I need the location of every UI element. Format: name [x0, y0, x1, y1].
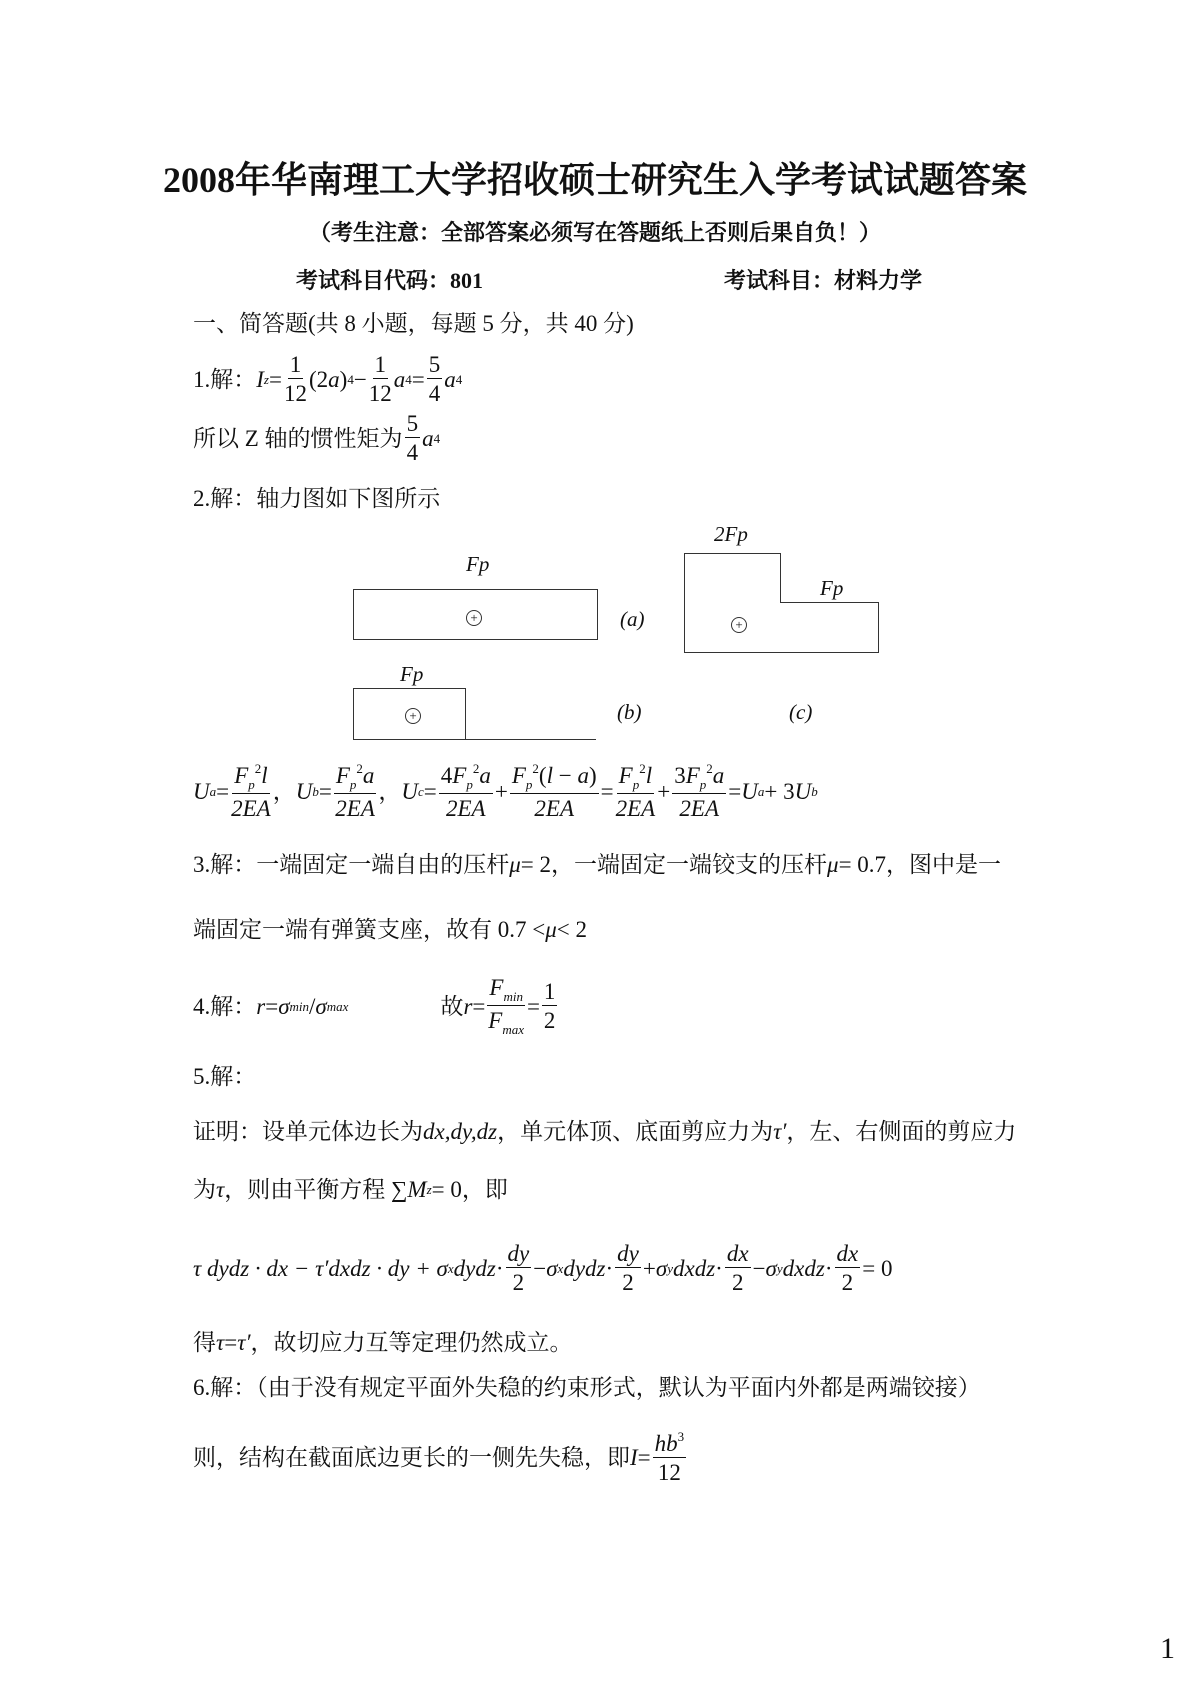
numerator: [510, 762, 599, 794]
text: (: [538, 763, 547, 788]
force-label-c-low: Fp: [820, 576, 844, 600]
subscript: max: [502, 1022, 525, 1037]
text: 1.解：: [193, 366, 257, 392]
fraction: [427, 353, 443, 405]
text: −: [752, 1255, 766, 1281]
math-symbol: hb: [654, 1431, 678, 1456]
fraction: [510, 762, 599, 820]
denominator: [616, 794, 656, 820]
fraction: [284, 353, 307, 405]
text: 4: [440, 763, 453, 788]
math-symbol: 2EA: [534, 796, 575, 821]
subscript: c: [418, 783, 424, 799]
math-symbol: dy: [507, 1241, 530, 1266]
diagram-c-edge: [684, 652, 879, 653]
text: ，: [378, 778, 402, 804]
math-symbol: a: [328, 366, 340, 392]
subscript: a: [209, 783, 217, 799]
subscript: min: [503, 989, 523, 1004]
text: =: [265, 993, 279, 1019]
label-a: (a): [620, 607, 645, 631]
math-symbol: σ: [315, 993, 327, 1019]
answer-1: [193, 353, 462, 405]
subscript: z: [426, 1182, 432, 1197]
numerator: [617, 762, 654, 794]
math-symbol: 2EA: [231, 796, 271, 821]
text: −: [533, 1255, 547, 1281]
answer-5: [193, 1065, 256, 1088]
answer-4: [193, 976, 559, 1036]
text: ，故切应力互等定理仍然成立。: [250, 1330, 573, 1355]
text: 4.解：: [193, 993, 257, 1019]
superscript: 4: [347, 371, 354, 387]
fraction: [487, 976, 525, 1036]
text: 2: [622, 1270, 634, 1295]
denominator: [488, 1006, 524, 1036]
math-symbol: 2EA: [446, 796, 486, 821]
denominator: [842, 1268, 854, 1294]
math-symbol: a: [577, 763, 589, 788]
superscript: 2: [254, 761, 262, 776]
superscript: 4: [433, 430, 441, 446]
text: 5: [406, 411, 419, 436]
diagram-c-edge: [780, 602, 878, 603]
subscript: max: [326, 998, 349, 1014]
math-symbol: μ: [509, 852, 521, 877]
math-symbol: U: [295, 778, 313, 804]
subscript: x: [447, 1260, 454, 1276]
text: ·: [824, 1255, 833, 1281]
text: ，: [272, 778, 296, 804]
page-number: 1: [1160, 1632, 1175, 1665]
positive-sign-icon: +: [405, 708, 421, 724]
text: =: [526, 993, 540, 1019]
answer-6: [193, 1376, 981, 1399]
math-symbol: F: [618, 763, 633, 788]
fraction: [439, 762, 493, 820]
subscript: x: [557, 1260, 564, 1276]
math-symbol: F: [335, 763, 350, 788]
text: 故: [348, 993, 464, 1019]
math-symbol: l: [261, 763, 268, 788]
text: ·: [605, 1255, 614, 1281]
denominator: [284, 379, 307, 405]
math-symbol: M: [407, 1177, 427, 1202]
subscript: b: [811, 783, 818, 799]
text: =: [411, 366, 425, 392]
answer-5-conclusion: [193, 1331, 572, 1354]
superscript: 2: [472, 761, 480, 776]
denominator: [429, 379, 441, 405]
subscript: p: [349, 777, 357, 792]
text: =: [423, 778, 437, 804]
subscript: y: [667, 1260, 673, 1276]
math-symbol: a: [393, 366, 406, 392]
numerator: [373, 353, 389, 379]
numerator: [615, 1242, 641, 1268]
exam-notice: （考生注意：全部答案必须写在答题纸上否则后果自负！）: [308, 220, 881, 245]
math-symbol: dx: [836, 1241, 859, 1266]
text: 1: [374, 352, 387, 377]
subscript: min: [289, 998, 310, 1014]
fraction: [506, 1242, 532, 1294]
math-symbol: l: [645, 763, 653, 788]
math-symbol: σ: [655, 1255, 668, 1281]
text: = 0: [862, 1255, 893, 1281]
text: =: [318, 778, 332, 804]
answer-1-conclusion: [193, 412, 440, 464]
math-symbol: τ: [216, 1177, 225, 1202]
text: 所以 Z 轴的惯性矩为: [193, 425, 403, 451]
answer-5-equilibrium: [193, 1178, 508, 1201]
text: =: [637, 1444, 651, 1470]
strain-energy-equation: [193, 762, 818, 820]
numerator: [405, 412, 421, 438]
superscript: 4: [405, 371, 412, 387]
math-symbol: dxdz: [673, 1255, 716, 1281]
superscript: 2: [706, 761, 713, 776]
text: 得: [193, 1330, 216, 1355]
text: = 2，一端固定一端铰支的压杆: [520, 852, 828, 877]
text: +: [494, 778, 508, 804]
denominator: [622, 1268, 634, 1294]
math-symbol: U: [794, 778, 812, 804]
math-symbol: μ: [545, 917, 557, 942]
superscript: 3: [677, 1429, 685, 1444]
subscript: p: [466, 777, 473, 792]
math-symbol: a: [712, 763, 725, 788]
force-label-c-high: 2Fp: [714, 522, 748, 546]
math-symbol: 2EA: [335, 796, 375, 821]
numerator: [439, 762, 493, 794]
math-symbol: dxdz: [782, 1255, 825, 1281]
label-c: (c): [789, 700, 813, 724]
denominator: [446, 794, 486, 820]
text: 12: [283, 381, 307, 406]
math-symbol: a: [362, 763, 375, 788]
fraction: [542, 980, 558, 1032]
answer-5-proof: [193, 1120, 1016, 1143]
math-symbol: l: [546, 763, 553, 788]
denominator: [513, 1268, 525, 1294]
denominator: [534, 794, 574, 820]
text: ，单元体顶、底面剪应力为: [497, 1119, 774, 1144]
math-symbol: τ dydz · dx − τ′dxdz · dy + σ: [193, 1255, 448, 1281]
math-symbol: F: [489, 975, 504, 1000]
math-symbol: I: [630, 1444, 638, 1470]
denominator: [732, 1268, 744, 1294]
fraction: [405, 412, 421, 464]
math-symbol: 2EA: [679, 796, 720, 821]
numerator: [835, 1242, 861, 1268]
math-symbol: I: [256, 366, 264, 392]
text: 端固定一端有弹簧支座，故有 0.7 <: [193, 917, 546, 942]
math-symbol: τ′: [773, 1119, 787, 1144]
diagram-c-edge: [684, 553, 685, 653]
text: ·: [715, 1255, 723, 1281]
text: 6.解：（由于没有规定平面外失稳的约束形式，默认为平面内外都是两端铰接）: [193, 1375, 981, 1400]
math-symbol: σ: [765, 1255, 777, 1281]
text: /: [309, 993, 316, 1019]
math-symbol: F: [488, 1008, 503, 1033]
text: + 3: [764, 778, 795, 804]
numerator: [427, 353, 443, 379]
superscript: 2: [639, 761, 646, 776]
text: 4: [406, 440, 419, 465]
force-label-b: Fp: [400, 662, 424, 686]
math-symbol: a: [422, 425, 434, 451]
text: (2: [308, 366, 329, 392]
numerator: [334, 762, 377, 794]
numerator: [506, 1242, 532, 1268]
text: 12: [368, 381, 392, 406]
denominator: [231, 794, 271, 820]
math-symbol: dx: [726, 1241, 749, 1266]
fraction: [334, 762, 377, 820]
math-symbol: 2EA: [615, 796, 656, 821]
text: =: [728, 778, 742, 804]
diagram-b-baseline: [353, 739, 596, 740]
math-symbol: F: [452, 763, 467, 788]
subject-name: 考试科目：材料力学: [724, 268, 923, 293]
math-symbol: r: [463, 993, 473, 1019]
fraction: [835, 1242, 861, 1294]
math-symbol: μ: [827, 852, 839, 877]
math-symbol: dydz: [563, 1255, 606, 1281]
text: < 2: [556, 917, 588, 942]
text: 2: [512, 1270, 525, 1295]
fraction: [231, 762, 271, 820]
fraction: [672, 762, 726, 820]
text: 4: [428, 381, 441, 406]
math-symbol: F: [511, 763, 526, 788]
denominator: [369, 379, 392, 405]
fraction: [653, 1430, 687, 1484]
text: 为: [193, 1177, 216, 1202]
positive-sign-icon: +: [466, 610, 482, 626]
label-b: (b): [617, 700, 642, 724]
numerator: [232, 762, 269, 794]
superscript: 4: [455, 371, 463, 387]
numerator: [653, 1430, 687, 1458]
fraction: [615, 1242, 641, 1294]
superscript: 2: [532, 761, 539, 776]
subscript: z: [263, 371, 269, 387]
positive-sign-icon: +: [731, 617, 747, 633]
math-symbol: dydz: [453, 1255, 496, 1281]
math-symbol: F: [685, 763, 700, 788]
text: =: [268, 366, 282, 392]
denominator: [658, 1458, 681, 1484]
text: ，则由平衡方程 ∑: [224, 1177, 408, 1202]
answer-6-conclusion: [193, 1430, 688, 1484]
answer-5-equation: [193, 1242, 892, 1294]
numerator: [672, 762, 726, 794]
text: +: [642, 1255, 656, 1281]
text: 5: [428, 352, 441, 377]
text: 证明：设单元体边长为: [193, 1119, 423, 1144]
subscript: p: [632, 777, 640, 792]
numerator: [487, 976, 525, 1006]
text: −: [353, 366, 367, 392]
page-title: 2008年华南理工大学招收硕士研究生入学考试试题答案: [162, 160, 1027, 200]
text: 2: [543, 1008, 556, 1033]
subject-code: 考试科目代码：801: [296, 268, 484, 293]
text: ，左、右侧面的剪应力: [786, 1119, 1017, 1144]
math-symbol: r: [256, 993, 266, 1019]
text: 1: [289, 352, 302, 377]
text: 1: [543, 979, 556, 1004]
numerator: [288, 353, 304, 379]
fraction: [725, 1242, 751, 1294]
math-symbol: dx,dy,dz: [423, 1119, 498, 1144]
text: 2: [841, 1270, 854, 1295]
fraction: [369, 353, 392, 405]
answer-2: [193, 487, 440, 510]
math-symbol: τ′: [237, 1330, 251, 1355]
math-symbol: F: [234, 763, 249, 788]
text: 12: [657, 1460, 681, 1485]
math-symbol: σ: [546, 1255, 558, 1281]
text: 3.解：一端固定一端自由的压杆: [193, 852, 510, 877]
text: −: [552, 763, 578, 788]
diagram-c-edge: [780, 553, 781, 602]
text: =: [224, 1330, 238, 1355]
denominator: [679, 794, 719, 820]
text: ): [339, 366, 348, 392]
answer-3: [193, 853, 1001, 876]
math-symbol: τ: [216, 1330, 225, 1355]
numerator: [542, 980, 558, 1006]
math-symbol: U: [401, 778, 419, 804]
fraction: [616, 762, 656, 820]
subscript: p: [699, 777, 707, 792]
math-symbol: σ: [278, 993, 290, 1019]
text: 2.解：轴力图如下图所示: [193, 486, 441, 511]
section-heading: 一、简答题(共 8 小题，每题 5 分，共 40 分): [193, 311, 634, 336]
subscript: y: [776, 1260, 783, 1276]
text: =: [216, 778, 230, 804]
answer-3-continued: [193, 918, 587, 941]
subscript: p: [248, 777, 255, 792]
math-symbol: U: [193, 778, 210, 804]
subscript: p: [525, 777, 533, 792]
diagram-c-edge: [878, 602, 879, 652]
text: 5.解：: [193, 1064, 257, 1089]
math-symbol: U: [741, 778, 758, 804]
text: = 0.7，图中是一: [838, 852, 1002, 877]
subscript: a: [757, 783, 765, 799]
force-label-a: Fp: [466, 552, 490, 576]
text: = 0，即: [431, 1177, 508, 1202]
text: +: [657, 778, 671, 804]
numerator: [725, 1242, 751, 1268]
diagram-c-edge: [684, 553, 781, 554]
superscript: 2: [356, 761, 363, 776]
denominator: [335, 794, 375, 820]
text: 3: [674, 763, 686, 788]
text: 2: [731, 1270, 744, 1295]
math-symbol: dy: [617, 1241, 639, 1266]
text: =: [600, 778, 614, 804]
math-symbol: a: [444, 366, 456, 392]
text: 则，结构在截面底边更长的一侧先失稳，即: [193, 1444, 630, 1470]
text: ·: [495, 1255, 504, 1281]
math-symbol: a: [479, 763, 491, 788]
text: =: [472, 993, 486, 1019]
subscript: b: [312, 783, 319, 799]
denominator: [407, 438, 419, 464]
denominator: [544, 1006, 556, 1032]
text: ): [588, 763, 597, 788]
